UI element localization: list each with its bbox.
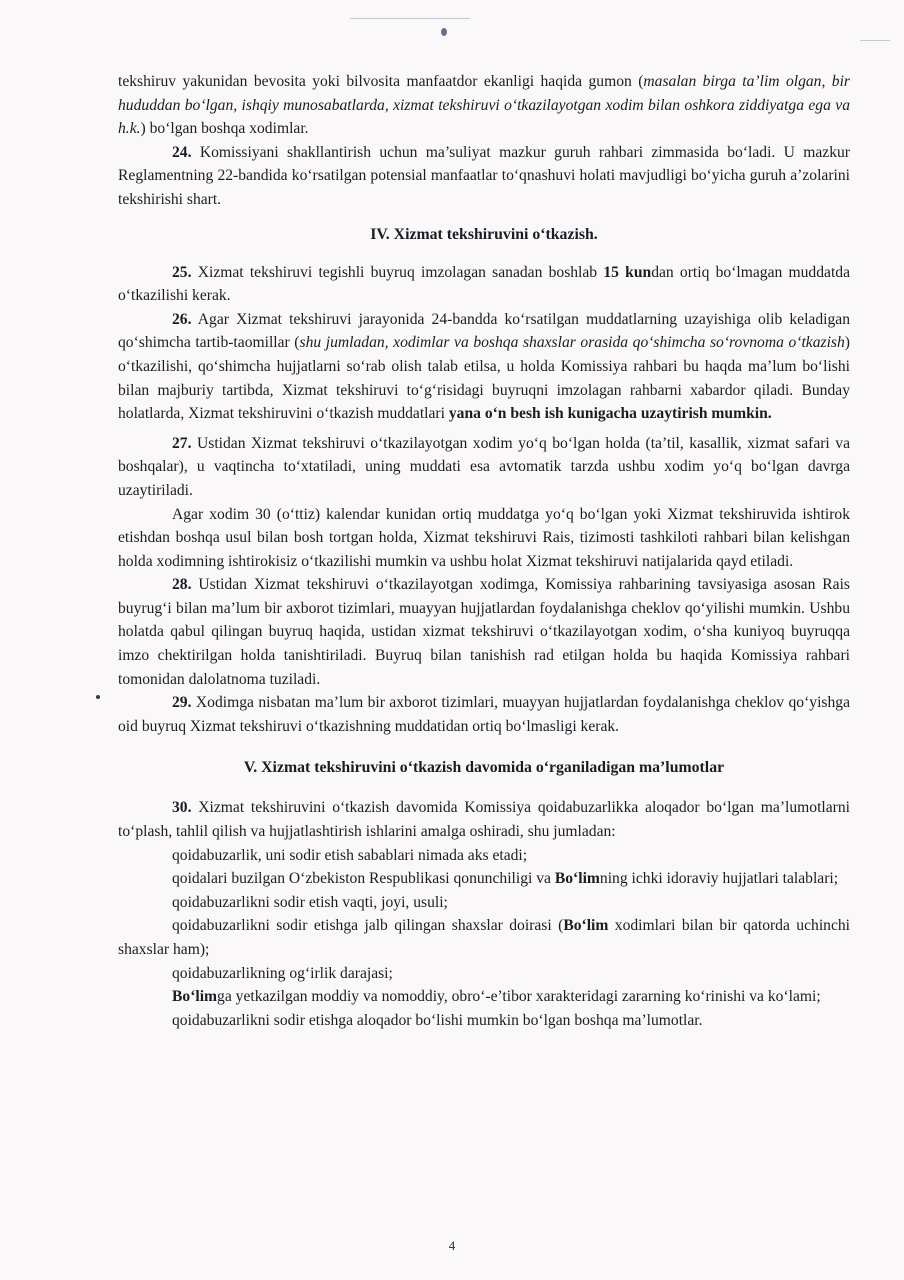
list-item: qoidabuzarlikning og‘irlik darajasi; — [172, 964, 393, 982]
text-run: Ustidan Xizmat tekshiruvi o‘tkazilayotgan xodimga, Komissiya rahbarining tavsiyasiga asosan Rais buyrug‘i bilan ma’lum bir axborot tizimlari, muayyan hujjatlardan foydalanishga cheklov qo‘yilishi mumkin. Ushbu holatda qabul qilingan buyruq haqida, ustidan xizmat tekshiruvi o‘tkazilayotgan xodim, o‘sha kuniyoq buyruqqa imzo chektirilgan holda tanishtiriladi. Buyruq bilan tanishish rad etilgan holda bu haqida Komissiya rahbari tomonidan dalolatnoma tuziladi. — [118, 576, 850, 688]
bold-run: Bo‘lim — [172, 988, 218, 1006]
list-item: qoidabuzarlik, uni sodir etish sabablari nimada aks etadi; — [172, 846, 528, 864]
paragraph-28 — [118, 573, 850, 691]
paragraph-24 — [118, 141, 850, 212]
paragraph-29 — [118, 691, 850, 738]
text-run: qoidalari buzilgan O‘zbekiston Respublikasi qonunchiligi va — [172, 870, 551, 888]
page-number: 4 — [448, 1238, 456, 1253]
item-number: 29. — [172, 694, 192, 712]
bold-run: Bo‘lim — [563, 917, 609, 935]
text-run: ) o‘tkazilishi, qo‘shimcha hujjatlarni so‘rab olish talab etilsa, u holda Komissiya rahbari bu haqda ma’lum bo‘lishi bilan majburiy tartibda, Xizmat tekshiruvi to‘g‘risidagi buyruqni imzolagan rahbarni xabardor qiladi. Bunday holatlarda, Xizmat tekshiruvini o‘tkazish muddatlari — [118, 334, 850, 423]
list-item: qoidabuzarlikni sodir etish vaqti, joyi, usuli; — [172, 893, 448, 911]
bold-run: Bo‘lim — [554, 870, 600, 888]
scan-edge-mark — [860, 40, 890, 41]
item-number: 27. — [172, 434, 192, 452]
text-run: Xizmat tekshiruvini o‘tkazish davomida Komissiya qoidabuzarlikka aloqador bo‘lgan ma’lumotlarni to‘plash, tahlil qilish va hujjatlashtirish ishlarini amalga oshiradi, shu jumladan: — [118, 799, 850, 841]
text-run: Xizmat tekshiruvi tegishli buyruq imzolagan sanadan boshlab — [197, 263, 598, 281]
bold-run: yana o‘n besh ish kunigacha uzaytirish mumkin. — [448, 405, 772, 423]
item-number: 26. — [172, 310, 192, 328]
scan-speck — [441, 28, 447, 36]
paragraph-27-continuation: Agar xodim 30 (o‘ttiz) kalendar kunidan ortiq muddatga yo‘q bo‘lgan yoki Xizmat tekshiruvida ishtirok etishdan boshqa usul bilan bosh tortgan holda, Xizmat tekshiruvi Rais, tizimosti tashkiloti rahbari bilan kelishgan holda xodimning ishtirokisiz o‘tkazilishi mumkin va ushbu holat Xizmat tekshiruvi natijalarida qayd etiladi. — [118, 505, 850, 570]
item-number: 30. — [172, 799, 192, 817]
section-4-title: IV. Xizmat tekshiruvini o‘tkazish. — [370, 225, 598, 243]
paragraph-25 — [118, 261, 850, 308]
list-item — [118, 867, 850, 891]
text-run: qoidabuzarlikni sodir etishga jalb qilingan shaxslar doirasi ( — [172, 917, 564, 935]
text-run: Ustidan Xizmat tekshiruvi o‘tkazilayotgan xodim yo‘q bo‘lgan holda (ta’til, kasallik, xizmat safari va boshqalar), u vaqtincha to‘xtatiladi, uning muddati esa avtomatik tarzda ushbu xodim yo‘q bo‘lgan davrga uzaytiriladi. — [118, 434, 850, 499]
text-run: Agar Xizmat tekshiruvi jarayonida 24-bandda ko‘rsatilgan muddatlarning uzayishiga olib keladigan qo‘shimcha tartib-taomillar ( — [118, 310, 850, 352]
text-run: dan ortiq bo‘lmagan muddatda o‘tkazilishi kerak. — [118, 263, 850, 305]
italic-run: masalan birga ta’lim olgan, bir hududdan bo‘lgan, ishqiy munosabatlarda, xizmat tekshiruvi o‘tkazilayotgan xodim bilan oshkora ziddiyatga ega va h.k. — [118, 73, 850, 138]
list-item: qoidabuzarlikni sodir etishga aloqador bo‘lishi mumkin bo‘lgan boshqa ma’lumotlar. — [172, 1011, 703, 1029]
text-run: Xodimga nisbatan ma’lum bir axborot tizimlari, muayyan hujjatlardan foydalanishga cheklov qo‘yishga oid buyruq Xizmat tekshiruvi o‘tkazishning muddatidan ortiq bo‘lmasligi kerak. — [118, 694, 850, 735]
scan-speck — [96, 695, 100, 699]
paragraph-26 — [118, 308, 850, 426]
text-run: tekshiruv yakunidan bevosita yoki bilvosita manfaatdor ekanligi haqida gumon ( — [118, 73, 644, 90]
italic-run: shu jumladan, xodimlar va boshqa shaxslar orasida qo‘shimcha so‘rovnoma o‘tkazish — [299, 334, 845, 352]
text-run: ning ichki idoraviy hujjatlari talablari; — [599, 870, 839, 888]
paragraph-27 — [118, 432, 850, 503]
paragraph-30 — [118, 796, 850, 843]
text-run: ) bo‘lgan boshqa xodimlar. — [140, 120, 309, 138]
text-run: Komissiyani shakllantirish uchun ma’suliyat mazkur guruh rahbari zimmasida bo‘ladi. U mazkur Reglamentning 22-bandida ko‘rsatilgan potensial manfaatlar to‘qnashuvi holati mavjudligi bo‘yicha guruh a’zolarini tekshirishi shart. — [118, 143, 850, 208]
scan-edge-mark — [350, 18, 470, 19]
bold-run: 15 kun — [603, 263, 652, 281]
item-number: 24. — [172, 143, 192, 161]
item-number: 28. — [172, 576, 192, 594]
paragraph-continued — [118, 70, 850, 141]
item-number: 25. — [172, 263, 192, 281]
section-5-title: V. Xizmat tekshiruvini o‘tkazish davomida o‘rganiladigan ma’lumotlar — [243, 759, 725, 777]
text-run: xodimlari bilan bir qatorda uchinchi shaxslar ham); — [118, 917, 851, 958]
text-run: ga yetkazilgan moddiy va nomoddiy, obro‘-e’tibor xarakteridagi zararning ko‘rinishi va ko‘lami; — [217, 988, 821, 1006]
document-body — [118, 70, 850, 1032]
list-item — [118, 985, 850, 1009]
list-item — [118, 914, 850, 961]
